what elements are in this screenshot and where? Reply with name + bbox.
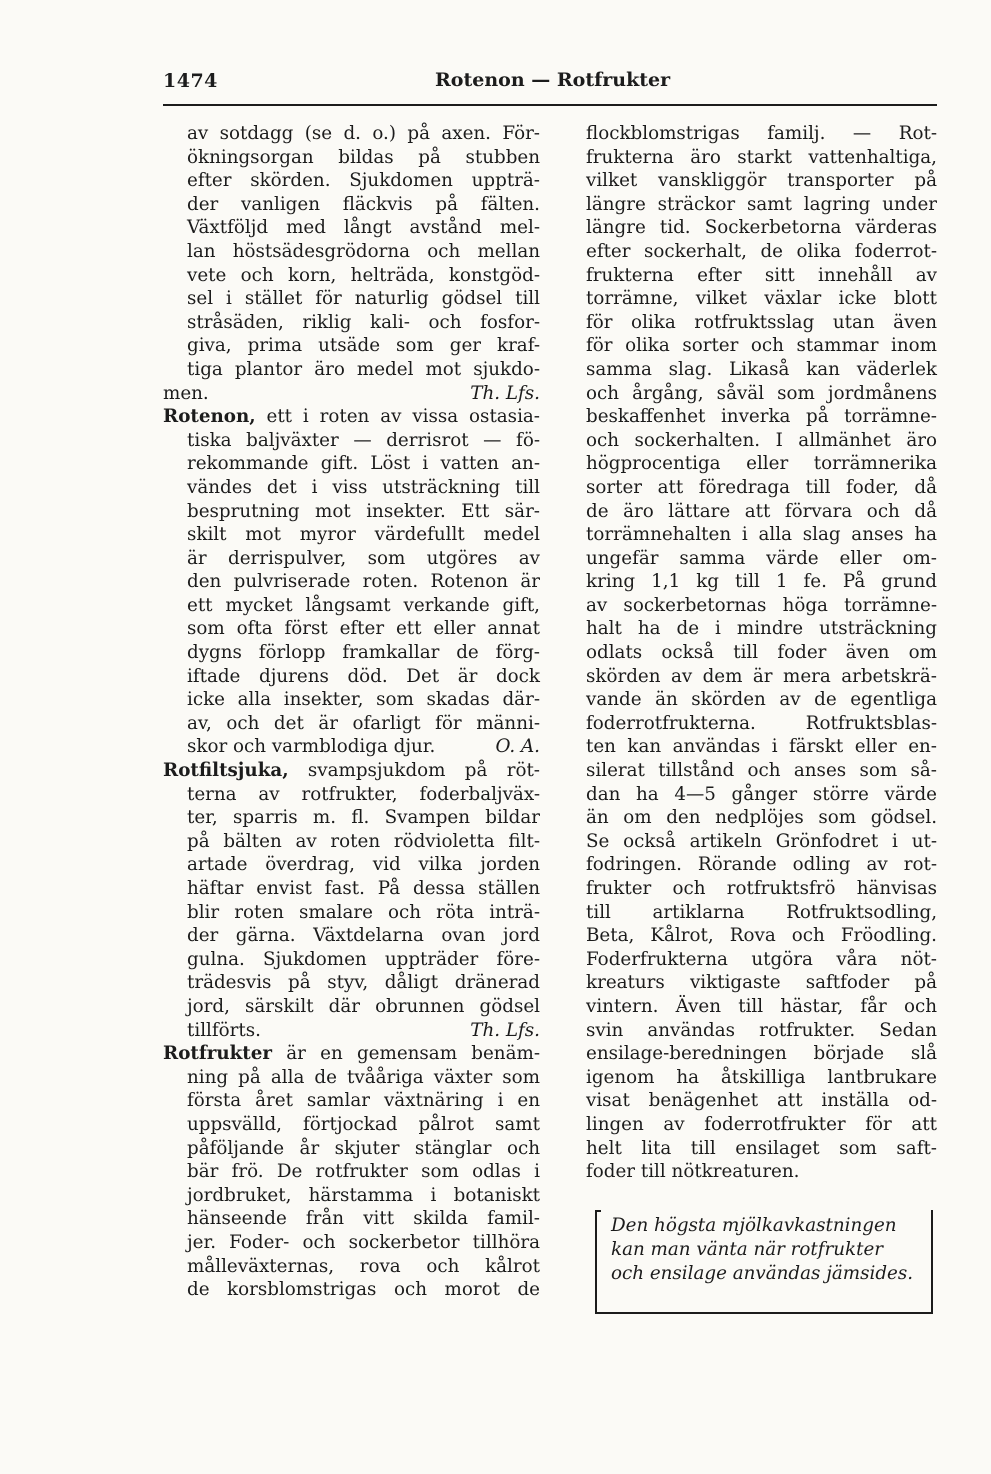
left-column [163, 122, 540, 1302]
text-line: giva, prima utsäde som ger kraf- [187, 335, 540, 357]
text-line: torrämnehalten i alla slag anses ha [586, 524, 937, 546]
line-text: skor och varmblodiga djur. [187, 736, 436, 758]
entry-rotenon [163, 405, 540, 429]
text-line: foderrotfrukterna. Rotfruktsblas- [586, 712, 937, 734]
text-line: jord, särskilt där obrunnen gödsel [187, 995, 540, 1017]
text-line: Beta, Kålrot, Rova och Fröodling. [586, 925, 937, 947]
text-line: lan höstsädesgrödorna och mellan [187, 240, 540, 262]
text-line: frukterna äro starkt vattenhaltiga, [586, 146, 937, 168]
text-line: kring 1,1 kg till 1 fe. På grund [586, 571, 937, 593]
text-line: tiska baljväxter — derrisrot — fö- [187, 429, 540, 451]
text-line: foder till nötkreaturen. [586, 1161, 800, 1183]
text-line: ungefär samma värde eller om- [586, 547, 937, 569]
text-line: till artiklarna Rotfruktsodling, [586, 901, 937, 923]
text-line: bär frö. De rotfrukter som odlas i [187, 1161, 540, 1183]
entry-first-line-text: är en gemensam benäm- [272, 1043, 540, 1065]
text-line: Se också artikeln Grönfodret i ut- [586, 830, 937, 852]
text-line: ning på alla de tvååriga växter som [187, 1066, 540, 1088]
text-line: Foderfrukterna utgöra våra nöt- [586, 948, 937, 970]
text-line: hänseende från vitt skilda famil- [187, 1208, 540, 1230]
text-line: den pulvriserade roten. Rotenon är [187, 571, 540, 593]
text-line: ter, sparris m. fl. Svampen bildar [187, 807, 540, 829]
text-line: är derrispulver, som utgöres av [187, 547, 540, 569]
text-line-signed [163, 382, 540, 406]
text-line: sorter att föredraga till foder, då [586, 476, 937, 498]
text-line: efter skörden. Sjukdomen uppträ- [187, 170, 540, 192]
text-line: beskaffenhet inverka på torrämne- [586, 406, 937, 428]
text-line: iftade djurens död. Det är dock [187, 665, 540, 687]
text-line: dan ha 4—5 gånger större värde [586, 783, 937, 805]
text-line: kreaturs viktigaste saftfoder på [586, 972, 937, 994]
text-line: samma slag. Likaså kan väderlek [586, 358, 937, 380]
page-number: 1474 [163, 70, 218, 92]
text-line: vilket vanskliggör transporter på [586, 170, 937, 192]
author-signature: Th. Lfs. [470, 382, 540, 404]
text-line: sel i stället för naturlig gödsel till [187, 288, 540, 310]
text-line: jer. Foder- och sockerbetor tillhöra [187, 1231, 540, 1253]
text-line: trädesvis på styv, dåligt dränerad [187, 972, 540, 994]
running-head: Rotenon — Rotfrukter [435, 69, 671, 91]
text-line: flockblomstrigas familj. — Rot- [586, 123, 937, 144]
text-line: halt ha de i mindre utsträckning [586, 618, 937, 640]
entry-headword: Rotenon, [163, 406, 256, 428]
text-line: påföljande år skjuter stänglar och [187, 1137, 540, 1159]
text-line: odlats också till foder även om [586, 642, 937, 664]
text-line: längre sträckor samt lagring under [586, 193, 937, 215]
text-line: av sockerbetornas höga torrämne- [586, 594, 937, 616]
text-line: målleväxternas, rova och kålrot [187, 1255, 540, 1277]
entry-first-line-text: svampsjukdom på röt- [288, 760, 540, 782]
right-column [586, 122, 937, 1184]
text-line: än om den nedplöjes som gödsel. [586, 807, 937, 829]
text-line: tiga plantor äro medel mot sjukdo- [187, 358, 540, 380]
text-line: första året samlar växtnäring i en [187, 1090, 540, 1112]
header-rule [163, 104, 937, 106]
text-line: frukterna efter sitt innehåll av [586, 264, 937, 286]
text-line: för olika sorter och stammar inom [586, 335, 937, 357]
text-line: vändes det i viss utsträckning till [187, 476, 540, 498]
line-text: tillförts. [187, 1019, 261, 1041]
text-line: ensilage-beredningen började slå [586, 1043, 937, 1065]
entry-headword: Rotfiltsjuka, [163, 760, 289, 782]
text-line: helt lita till ensilaget som saft- [586, 1137, 937, 1159]
entry-headword: Rotfrukter [163, 1043, 272, 1065]
text-line: uppsvälld, förtjockad pålrot samt [187, 1113, 540, 1135]
text-line: och sockerhalten. I allmänhet äro [586, 429, 937, 451]
text-line: visat benägenhet att inställa od- [586, 1090, 937, 1112]
text-line: vande än skörden av de egentliga [586, 689, 937, 711]
text-line: som ofta först efter ett eller annat [187, 618, 540, 640]
text-line: fodringen. Rörande odling av rot- [586, 854, 937, 876]
text-line: vete och korn, helträda, konstgöd- [187, 264, 540, 286]
text-line: längre tid. Sockerbetorna värderas [586, 217, 937, 239]
text-line: blir roten smalare och röta inträ- [187, 901, 540, 923]
text-line-signed [163, 1019, 540, 1043]
page-header [0, 0, 991, 110]
entry-first-line-text: ett i roten av vissa ostasia- [255, 406, 540, 428]
text-line: igenom ha åtskilliga lantbrukare [586, 1066, 937, 1088]
text-line: der vanligen fläckvis på fälten. [187, 193, 540, 215]
text-line: efter sockerhalt, de olika foderrot- [586, 240, 937, 262]
text-line: de korsblomstrigas och morot de [187, 1279, 540, 1301]
text-line: ökningsorgan bildas på stubben [187, 146, 540, 168]
text-line: stråsäden, riklig kali- och fosfor- [187, 311, 540, 333]
text-line: torrämne, vilket växlar icke blott [586, 288, 937, 310]
text-line: häftar envist fast. På dessa ställen [187, 878, 540, 899]
text-line: lingen av foderrotfrukter för att [586, 1113, 937, 1135]
text-line: besprutning mot insekter. Ett sär- [187, 500, 540, 522]
text-line: högprocentiga eller torrämnerika [586, 453, 937, 475]
text-line: rekommande gift. Löst i vatten an- [187, 453, 540, 475]
text-line: skörden av dem är mera arbetskrä- [586, 665, 937, 687]
text-line: icke alla insekter, som skadas där- [187, 689, 540, 711]
text-line: av sotdagg (se d. o.) på axen. För- [187, 123, 540, 144]
text-line: svin användas rotfrukter. Sedan [586, 1019, 937, 1041]
text-line: för olika rotfruktsslag utan även [586, 311, 937, 333]
author-signature: O. A. [495, 736, 540, 758]
line-text: men. [163, 382, 209, 404]
text-line: jordbruket, härstamma i botaniskt [187, 1184, 540, 1206]
text-line: ett mycket långsamt verkande gift, [187, 594, 540, 616]
text-line: de äro lättare att förvara och då [586, 500, 937, 522]
text-line: terna av rotfrukter, foderbaljväx- [187, 783, 540, 805]
text-line: Växtföljd med långt avstånd mel- [187, 217, 540, 239]
text-line: vintern. Även till hästar, får och [586, 995, 937, 1017]
text-line: och årgång, såväl som jordmånens [586, 382, 937, 404]
text-line: av, och det är ofarligt för männi- [187, 712, 540, 734]
quote-box [595, 1210, 933, 1314]
text-line: gulna. Sjukdomen uppträder före- [187, 948, 540, 970]
text-line: skilt mot myror värdefullt medel [187, 524, 540, 546]
entry-rotfiltsjuka [163, 759, 540, 783]
text-line: dygns förlopp framkallar de förg- [187, 642, 540, 664]
text-line: der gärna. Växtdelarna ovan jord [187, 925, 540, 947]
quote-text: Den högsta mjölkavkastningen kan man vänta när rotfrukter och ensilage användas jämsides. [611, 1215, 914, 1284]
entry-rotfrukter [163, 1042, 540, 1066]
text-line: frukter och rotfruktsfrö hänvisas [586, 878, 937, 899]
text-line: artade överdrag, vid vilka jorden [187, 854, 540, 876]
text-line-signed [163, 735, 540, 759]
text-line: på bälten av roten rödvioletta filt- [187, 830, 540, 852]
text-line: ten kan användas i färskt eller en- [586, 736, 937, 758]
text-line: silerat tillstånd och anses som så- [586, 760, 937, 782]
author-signature: Th. Lfs. [470, 1019, 540, 1041]
